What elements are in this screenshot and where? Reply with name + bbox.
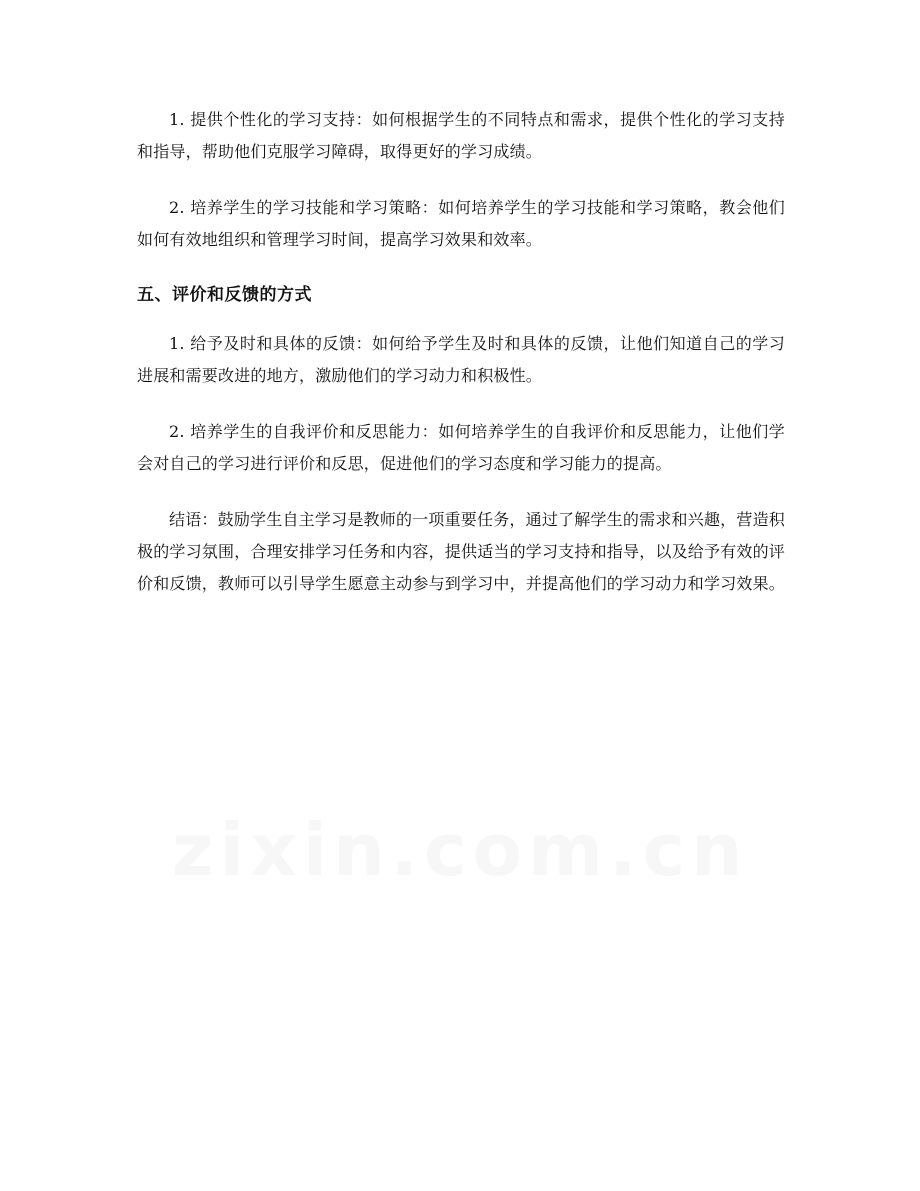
document-body: [137, 104, 785, 624]
paragraph-conclusion: 结语：鼓励学生自主学习是教师的一项重要任务，通过了解学生的需求和兴趣，营造积极的学习氛围，合理安排学习任务和内容，提供适当的学习支持和指导，以及给予有效的评价和反馈，教师可以引导学生愿意主动参与到学习中，并提高他们的学习动力和学习效果。: [137, 510, 786, 593]
watermark-text: zixin.com.cn: [171, 808, 749, 892]
paragraph-personalized-support: 1. 提供个性化的学习支持：如何根据学生的不同特点和需求，提供个性化的学习支持和指导，帮助他们克服学习障碍，取得更好的学习成绩。: [137, 110, 785, 161]
paragraph-timely-feedback: 1. 给予及时和具体的反馈：如何给予学生及时和具体的反馈，让他们知道自己的学习进展和需要改进的地方，激励他们的学习动力和积极性。: [137, 334, 785, 385]
paragraph-learning-skills: 2. 培养学生的学习技能和学习策略：如何培养学生的学习技能和学习策略，教会他们如何有效地组织和管理学习时间，提高学习效果和效率。: [137, 198, 785, 249]
paragraph-self-evaluation: 2. 培养学生的自我评价和反思能力：如何培养学生的自我评价和反思能力，让他们学会对自己的学习进行评价和反思，促进他们的学习态度和学习能力的提高。: [137, 422, 785, 473]
section-heading-evaluation-feedback: 五、评价和反馈的方式: [137, 285, 312, 305]
